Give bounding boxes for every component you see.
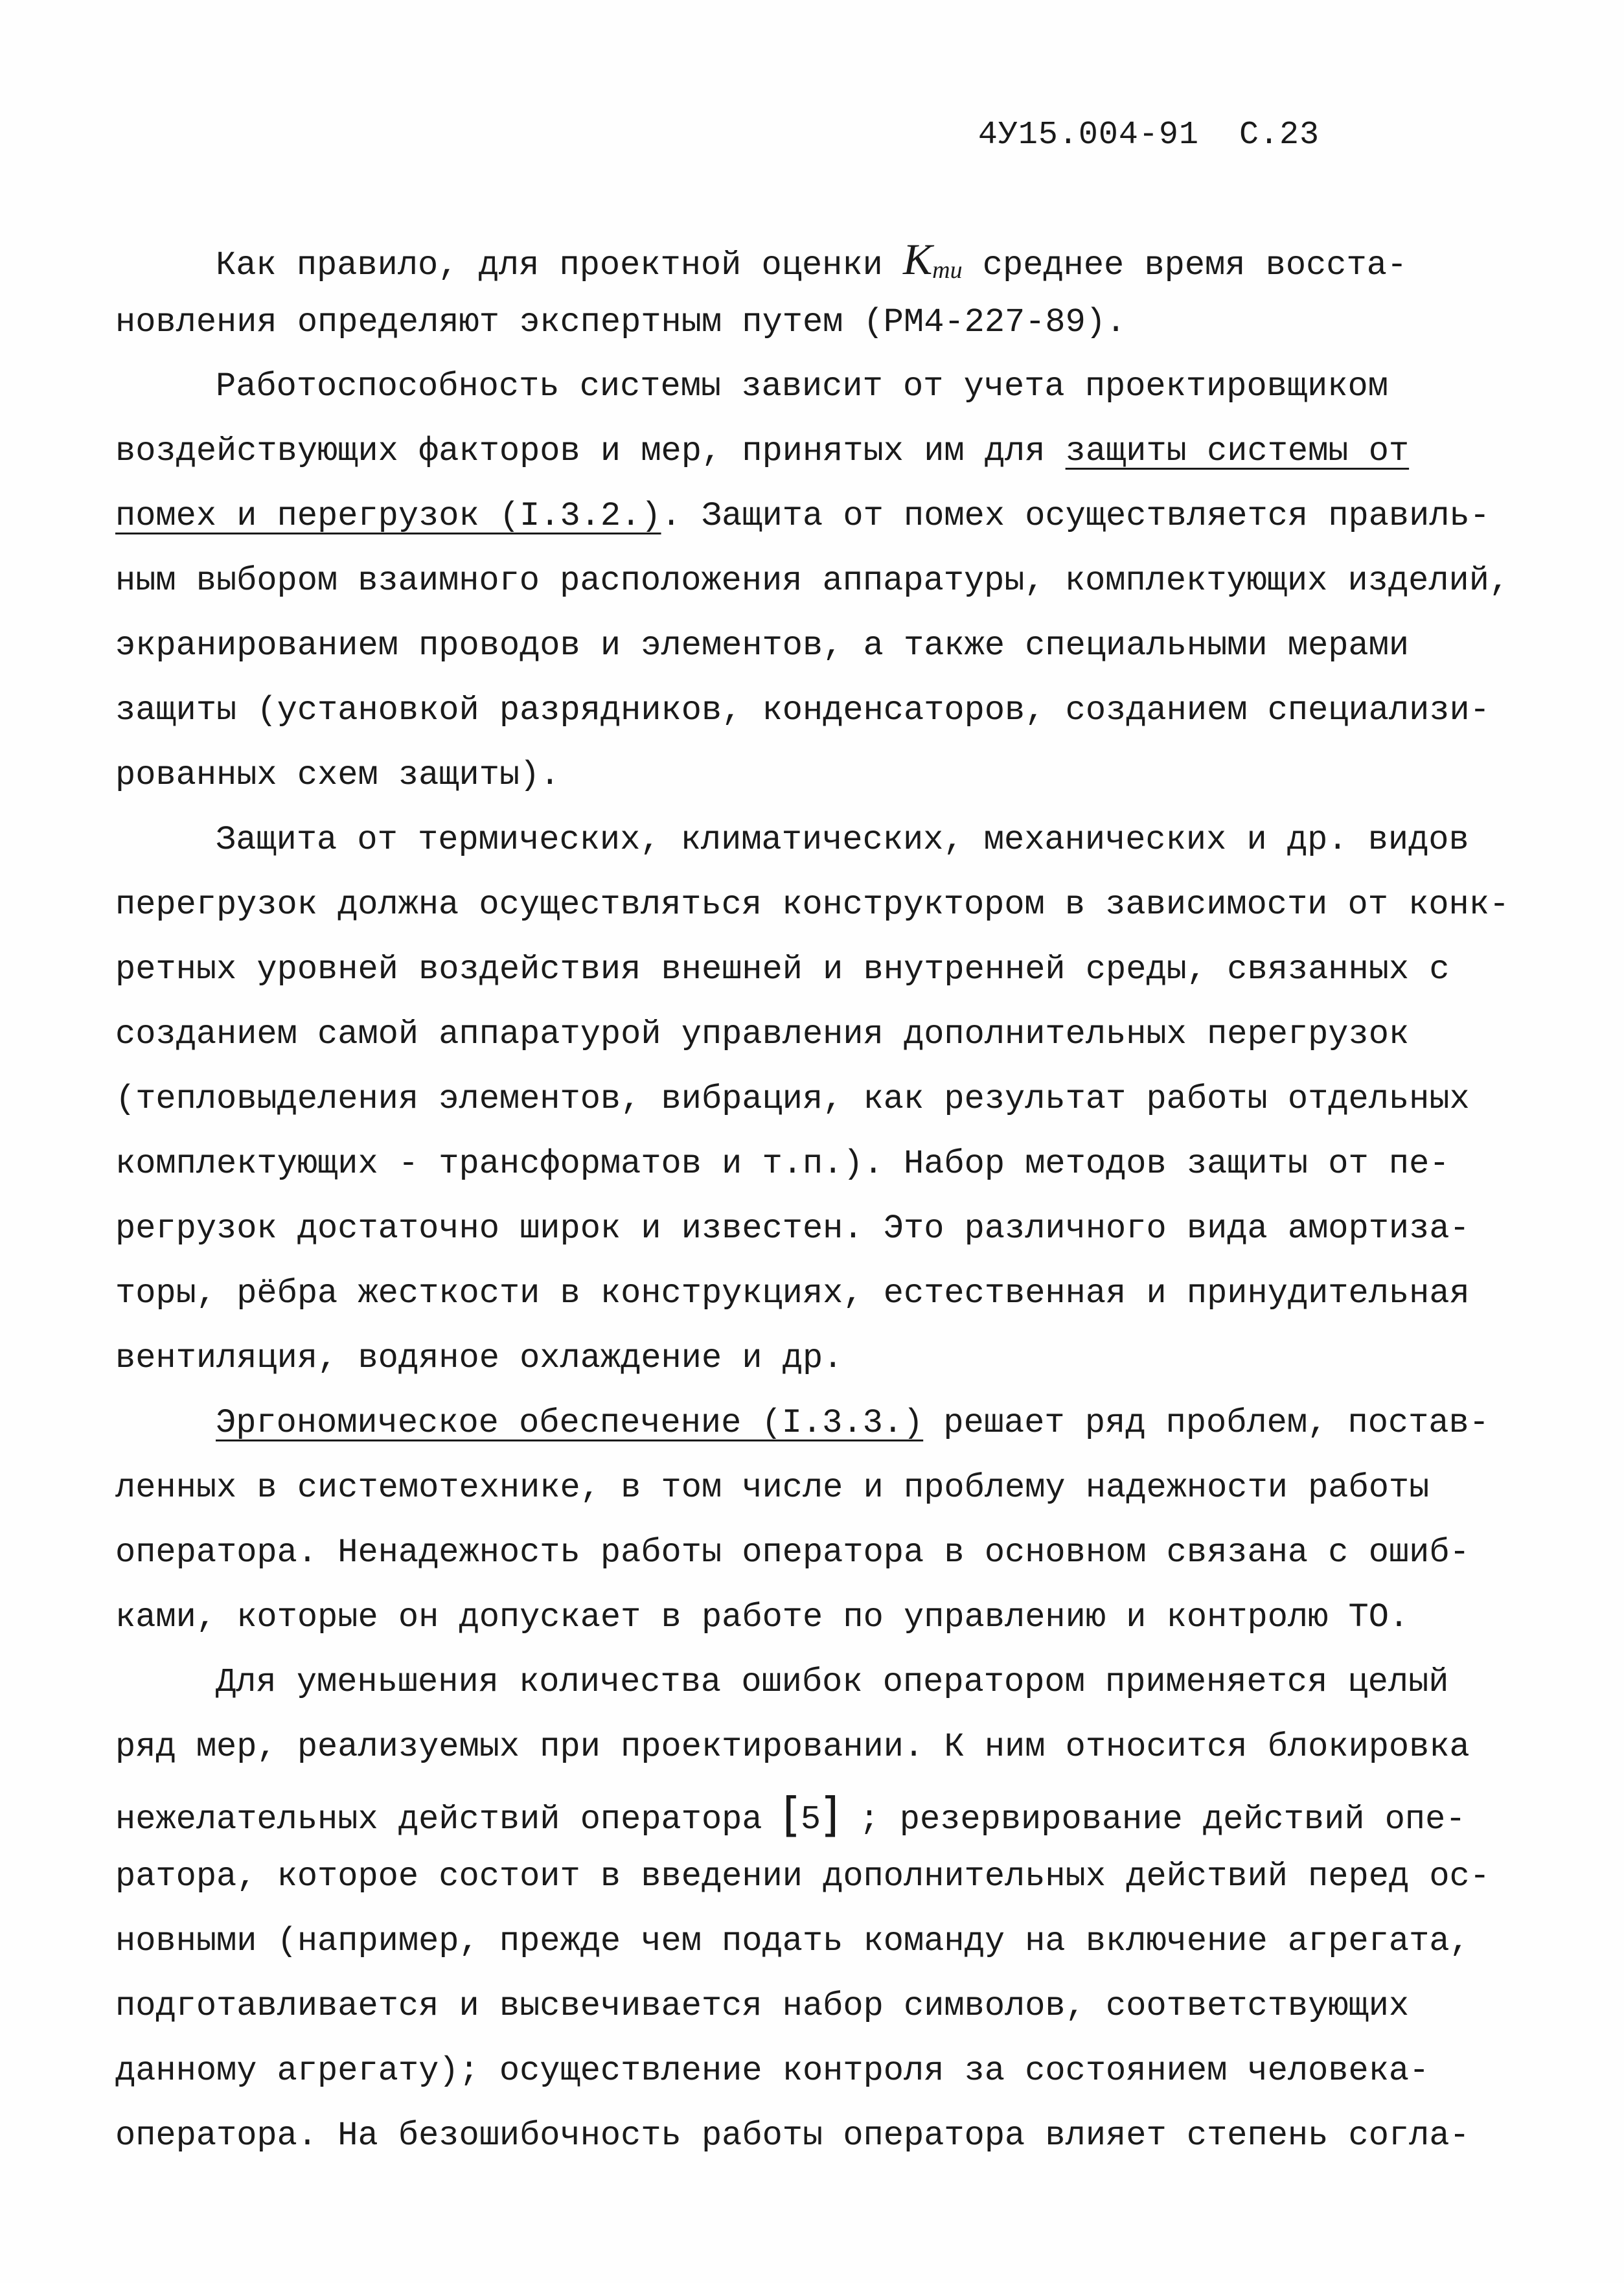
text-line: экранированием проводов и элементов, а также специальными мерами [115, 626, 1410, 665]
text-line: Работоспособность системы зависит от учета проектировщиком [216, 367, 1388, 406]
citation-number: 5 [800, 1800, 821, 1839]
text-line: ряд мер, реализуемых при проектировании. К ним относится блокировка [115, 1728, 1470, 1766]
text-line: комплектующих - трансформатов и т.п.). Набор методов защиты от пе- [115, 1145, 1450, 1183]
underlined-reference: Эргономическое обеспечение (I.3.3.) [216, 1404, 924, 1442]
kti-symbol: К [902, 235, 933, 284]
text-line: воздействующих факторов и мер, принятых им для защиты системы от [115, 432, 1410, 470]
text-line: оператора. На безошибочность работы оператора влияет степень согла- [115, 2117, 1470, 2155]
text-line: ратора, которое состоит в введении дополнительных действий перед ос- [115, 1857, 1490, 1896]
text-line: оператора. Ненадежность работы оператора в основном связана с ошиб- [115, 1533, 1470, 1572]
text-line: ным выбором взаимного расположения аппаратуры, комплектующих изделий, [115, 562, 1510, 600]
text-line: вентиляция, водяное охлаждение и др. [115, 1339, 843, 1377]
text-line: Защита от термических, климатических, механических и др. видов [216, 821, 1469, 859]
citation-bracket-close: ] [821, 1787, 840, 1842]
page-header [978, 117, 1320, 154]
text-line: подготавливается и высвечивается набор символов, соответствующих [115, 1987, 1410, 2025]
document-code: 4У15.004-91 [978, 117, 1199, 154]
text-line: новными (например, прежде чем подать команду на включение агрегата, [115, 1922, 1470, 1960]
text-line: торы, рёбра жесткости в конструкциях, естественная и принудительная [115, 1274, 1470, 1313]
underlined-reference: защиты системы от [1065, 432, 1410, 470]
text-line: ками, которые он допускает в работе по управлению и контролю ТО. [115, 1598, 1410, 1636]
text-line: Эргономическое обеспечение (I.3.3.) решает ряд проблем, постав- [216, 1404, 1489, 1442]
text-line: нежелательных действий оператора [5] ; резервирование действий опе- [115, 1787, 1466, 1842]
text-line: перегрузок должна осуществляться конструктором в зависимости от конк- [115, 886, 1510, 924]
page-number: С.23 [1239, 117, 1320, 154]
text-line: защиты (установкой разрядников, конденсаторов, созданием специализи- [115, 691, 1490, 729]
kti-subscript: ти [932, 257, 963, 284]
text-line: ретных уровней воздействия внешней и внутренней среды, связанных с [115, 950, 1450, 989]
text-line: рованных схем защиты). [115, 756, 560, 794]
text-line: Для уменьшения количества ошибок оператором применяется целый [216, 1663, 1449, 1701]
text-line: помех и перегрузок (I.3.2.). Защита от помех осуществляется правиль- [115, 497, 1490, 535]
underlined-reference: помех и перегрузок (I.3.2.) [115, 497, 661, 535]
citation-bracket-open: [ [782, 1787, 801, 1842]
text-line: регрузок достаточно широк и известен. Это различного вида амортиза- [115, 1210, 1470, 1248]
text-line: ленных в системотехнике, в том числе и проблему надежности работы [115, 1469, 1430, 1507]
text-line: Как правило, для проектной оценки Кти среднее время восста- [216, 235, 1408, 284]
text-line: созданием самой аппаратурой управления дополнительных перегрузок [115, 1015, 1410, 1053]
text-line: новления определяют экспертным путем (РМ4-227-89). [115, 303, 1127, 341]
text-line: данному агрегату); осуществление контроля за состоянием человека- [115, 2052, 1430, 2090]
text-line: (тепловыделения элементов, вибрация, как результат работы отдельных [115, 1080, 1470, 1118]
